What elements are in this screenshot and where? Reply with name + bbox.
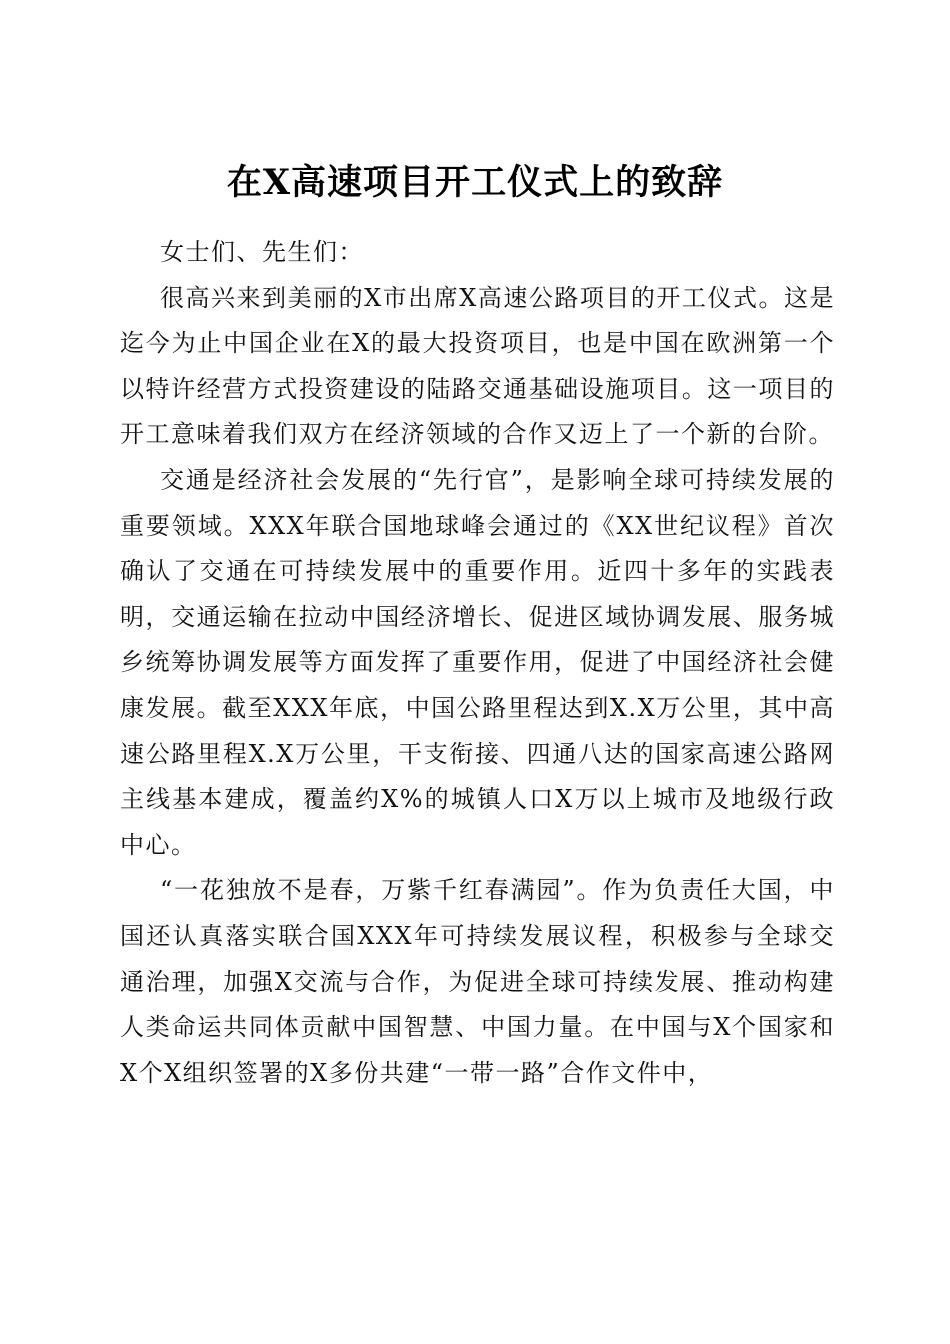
salutation: 女士们、先生们： xyxy=(160,238,364,266)
paragraph-3: “一花独放不是春，万紫千红春满园”。作为负责任大国，中国还认真落实联合国XXX年可持续发展议程，积极参与全球交通治理，加强X交流与合作，为促进全球可持续发展、推动构建人类命运共同体贡献中国智慧、中国力量。在中国与X个国家和X个X组织签署的X多份共建“一带一路”合作文件中， xyxy=(120,876,835,1087)
document-title: 在X高速项目开工仪式上的致辞 xyxy=(226,162,724,204)
document-body xyxy=(120,230,835,1096)
paragraph-1: 很高兴来到美丽的X市出席X高速公路项目的开工仪式。这是迄今为止中国企业在X的最大投资项目，也是中国在欧洲第一个以特许经营方式投资建设的陆路交通基础设施项目。这一项目的开工意味着我们双方在经济领域的合作又迈上了一个新的台阶。 xyxy=(120,283,835,449)
paragraph-2: 交通是经济社会发展的“先行官”，是影响全球可持续发展的重要领域。XXX年联合国地球峰会通过的《XX世纪议程》首次确认了交通在可持续发展中的重要作用。近四十多年的实践表明，交通运输在拉动中国经济增长、促进区域协调发展、服务城乡统筹协调发展等方面发挥了重要作用，促进了中国经济社会健康发展。截至XXX年底，中国公路里程达到X.X万公里，其中高速公路里程X.X万公里，干支衔接、四通八达的国家高速公路网主线基本建成，覆盖约X%的城镇人口X万以上城市及地级行政中心。 xyxy=(120,465,835,859)
